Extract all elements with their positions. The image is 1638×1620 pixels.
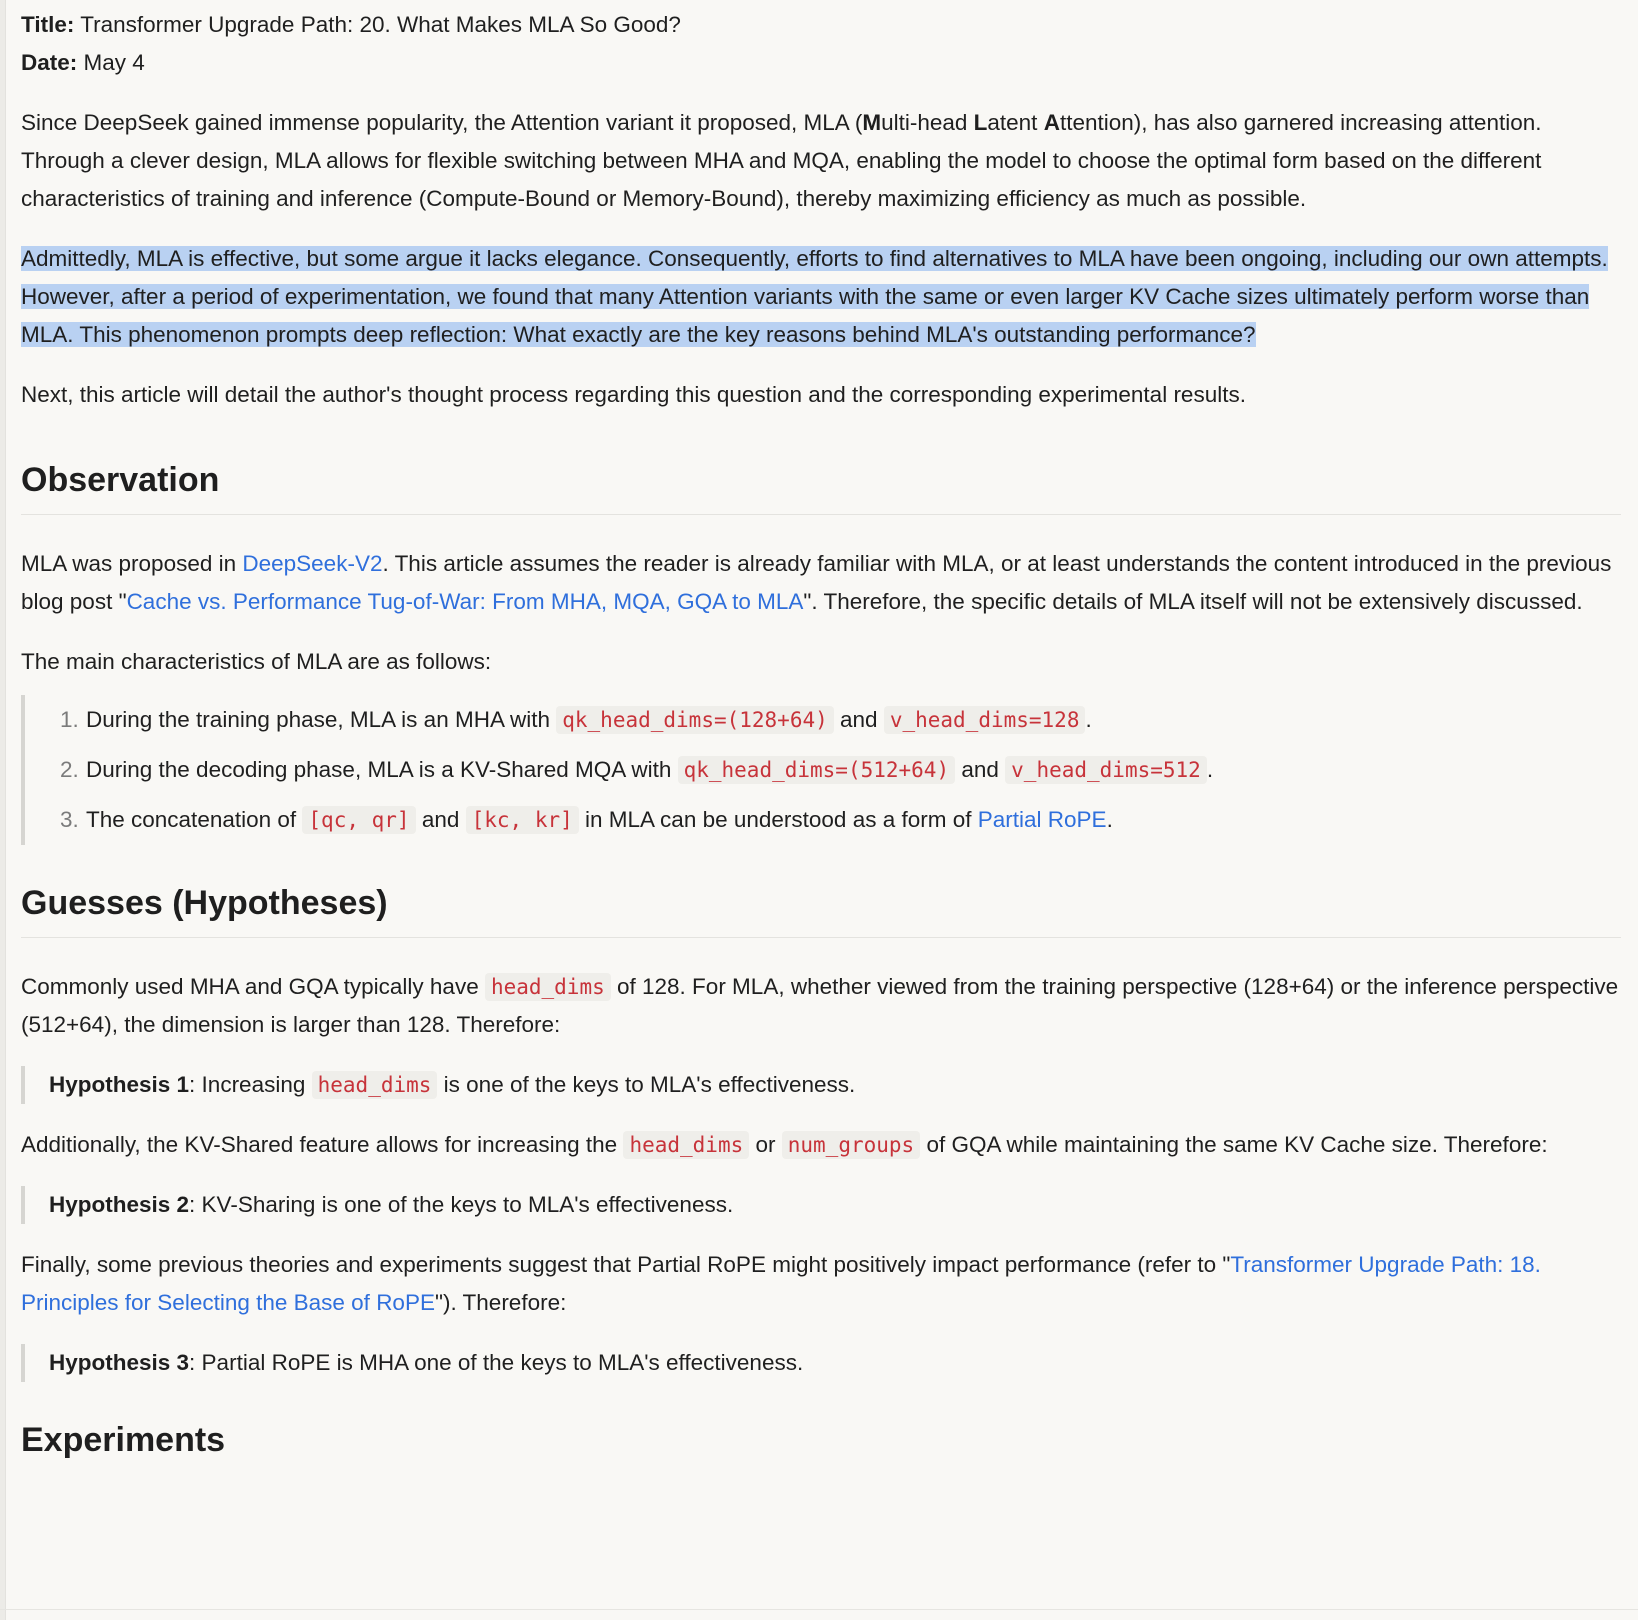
link-cache-vs-performance[interactable]: Cache vs. Performance Tug-of-War: From MHA, MQA, GQA to MLA (126, 589, 804, 614)
hypothesis-3-quote: Hypothesis 3: Partial RoPE is MHA one of the keys to MLA's effectiveness. (21, 1344, 1621, 1382)
heading-observation: Observation (21, 460, 1621, 515)
title-line (21, 6, 1621, 44)
link-deepseek-v2[interactable]: DeepSeek-V2 (242, 551, 383, 576)
hypothesis-2-quote: Hypothesis 2: KV-Sharing is one of the keys to MLA's effectiveness. (21, 1186, 1621, 1224)
characteristics-list (21, 695, 1621, 845)
title-value: Transformer Upgrade Path: 20. What Makes MLA So Good? (80, 12, 681, 37)
article (21, 6, 1621, 1474)
heading-experiments: Experiments (21, 1421, 226, 1459)
guesses-paragraph-3: Finally, some previous theories and experiments suggest that Partial RoPE might positively impact performance (refer to "Transformer Upgrade Path: 18. Principles for Selecting the Base of RoPE"). Therefore: (21, 1252, 1541, 1315)
intro-paragraph-1: Since DeepSeek gained immense popularity, the Attention variant it proposed, MLA (Multi-head Latent Attention), has also garnered increasing attention. Through a clever design, MLA allows for flexible switching between MHA and MQA, enabling the model to choose the optimal form based on the different characteristics of training and inference (Compute-Bound or Memory-Bound), thereby maximizing efficiency as much as possible. (21, 110, 1542, 211)
list-item: 2. During the decoding phase, MLA is a KV-Shared MQA with qk_head_dims=(512+64) and v_head_dims=512 . (60, 757, 1214, 782)
title-label: Title: (21, 12, 75, 37)
link-rope-base-article[interactable]: Transformer Upgrade Path: 18. Principles for Selecting the Base of RoPE (21, 1252, 1541, 1315)
guesses-paragraph-2: Additionally, the KV-Shared feature allows for increasing the head_dims or num_groups of GQA while maintaining the same KV Cache size. Therefore: (21, 1132, 1548, 1157)
list-item: 3. The concatenation of [qc, qr] and [kc, kr] in MLA can be understood as a form of Partial RoPE. (60, 807, 1113, 832)
bottom-divider (0, 1609, 1638, 1610)
text-selection[interactable]: Admittedly, MLA is effective, but some argue it lacks elegance. Consequently, efforts to find alternatives to MLA have been ongoing, including our own attempts. However, after a period of experimentation, we found that many Attention variants with the same or even larger KV Cache sizes ultimately perform worse than MLA. This phenomenon prompts deep reflection: What exactly are the key reasons behind MLA's outstanding performance? (21, 246, 1608, 347)
list-item: 1. During the training phase, MLA is an MHA with qk_head_dims=(128+64) and v_head_dims=128 . (60, 707, 1092, 732)
guesses-paragraph-1: Commonly used MHA and GQA typically have head_dims of 128. For MLA, whether viewed from the training perspective (128+64) or the inference perspective (512+64), the dimension is larger than 128. Therefore: (21, 974, 1619, 1037)
link-partial-rope[interactable]: Partial RoPE (977, 807, 1107, 832)
date-line (21, 44, 1621, 82)
hypothesis-1-quote: Hypothesis 1: Increasing head_dims is one of the keys to MLA's effectiveness. (21, 1066, 1621, 1104)
date-value: May 4 (83, 50, 145, 75)
observation-paragraph-2: The main characteristics of MLA are as follows: (21, 649, 492, 674)
heading-guesses: Guesses (Hypotheses) (21, 883, 1621, 938)
observation-paragraph-1: MLA was proposed in DeepSeek-V2. This article assumes the reader is already familiar with MLA, or at least understands the content introduced in the previous blog post "Cache vs. Performance Tug-of-War: From MHA, MQA, GQA to MLA". Therefore, the specific details of MLA itself will not be extensively discussed. (21, 551, 1612, 614)
date-label: Date: (21, 50, 78, 75)
left-gutter (0, 0, 6, 1620)
intro-paragraph-3: Next, this article will detail the author's thought process regarding this question and the corresponding experimental results. (21, 382, 1246, 407)
intro-paragraph-2-selected[interactable] (21, 240, 1621, 354)
